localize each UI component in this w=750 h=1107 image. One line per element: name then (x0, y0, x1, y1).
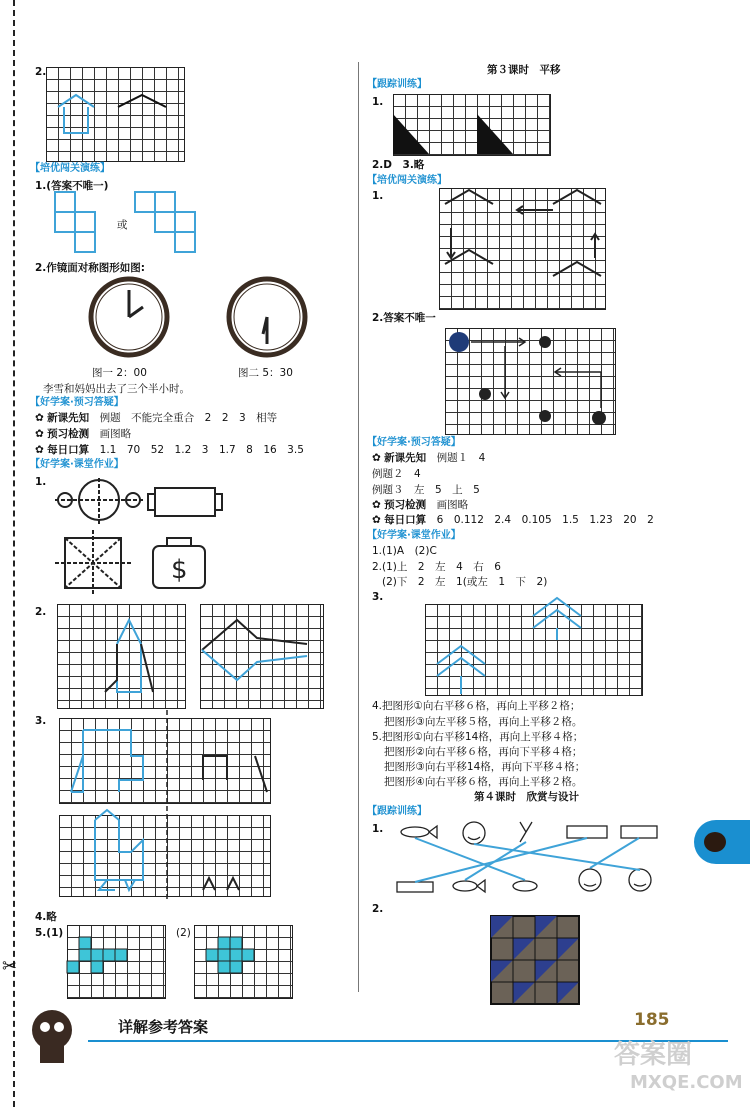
left-q2-drawings (57, 604, 322, 707)
right-kousuan-row: ✿ 每日口算 6 0.112 2.4 0.105 1.5 1.23 20 2 (372, 514, 654, 526)
hw-q2-label: 2. (35, 606, 47, 618)
left-symmetry-figures (55, 478, 245, 603)
clock2-caption: 图二 5：30 (238, 367, 293, 379)
right-xinke-text: 例题１ 4 (436, 452, 486, 464)
right-hw3-drawings (425, 604, 641, 694)
page-number: 185 (634, 1010, 670, 1030)
dollar-icon: $ (171, 555, 188, 585)
scissors-icon: ✂ (2, 956, 18, 977)
left-yuxi-header: 【好学案·预习答疑】 (30, 397, 124, 408)
right-hw1: 1.(1)A (2)C (372, 545, 437, 557)
hw-q3-label: 3. (35, 715, 47, 727)
left-q3-drawings (59, 710, 269, 900)
right-pq1-drawings (439, 188, 604, 308)
right-genzong-header: 【跟踪训练】 (367, 79, 427, 90)
right-pq1-label: 1. (372, 190, 384, 202)
right-hw5-line-4: 把图形③向右平移14格，再向下平移４格； (384, 761, 586, 773)
left-kousuan-text: 1.1 70 52 1.2 3 1.7 8 16 3.5 (99, 444, 304, 456)
clock-icon-2 (226, 276, 308, 358)
tile-design (491, 916, 579, 1004)
left-q2-figures (46, 67, 183, 160)
right-yuxi-label: 预习检测 (384, 499, 427, 511)
right-hw4-line-1: 把图形③向左平移５格，再向上平移２格。 (384, 716, 583, 728)
right-ketang-header: 【好学案·课堂作业】 (367, 530, 461, 541)
left-q2-mirror: 2.作镜面对称图形如图: (35, 262, 145, 274)
right-hw2-1: 2.(1)上 2 左 4 右 6 (372, 561, 501, 573)
left-xinke-row: ✿ 新课先知 例题 不能完全重合 2 2 3 相等 (35, 412, 278, 424)
lesson4-title: 第４课时 欣赏与设计 (474, 791, 579, 803)
answer-sentence: 李雪和妈妈出去了三个半小时。 (43, 383, 190, 395)
right-hw5-line-3: 把图形②向右平移６格，再向下平移４格； (384, 746, 583, 758)
left-yuxi-text: 画图略 (99, 428, 132, 440)
watermark-url: MXQE.COM (630, 1072, 743, 1093)
right-yuxi-header: 【好学案·预习答疑】 (367, 437, 461, 448)
right-r1-label: 1. (372, 823, 384, 835)
left-xinke-text: 例题 不能完全重合 2 2 3 相等 (99, 412, 278, 424)
footer-title: 详解参考答案 (118, 1018, 209, 1036)
left-q1-note: 1.(答案不唯一) (35, 180, 109, 192)
right-yuxi-row: ✿ 预习检测 画图略 (372, 499, 469, 511)
right-kousuan-text: 6 0.112 2.4 0.105 1.5 1.23 20 2 (436, 514, 654, 526)
watermark-main: 答案圈 (614, 1040, 693, 1070)
right-hw2-2: (2)下 2 左 1(或左 1 下 2) (382, 576, 548, 588)
left-q2-label: 2. (35, 66, 47, 78)
left-ketang-header: 【好学案·课堂作业】 (30, 459, 124, 470)
right-peiyou-header: 【培优闯关演练】 (367, 175, 447, 186)
right-xinke-label: 新课先知 (384, 452, 427, 464)
right-r2-label: 2. (372, 903, 384, 915)
right-genzong2-header: 【跟踪训练】 (367, 806, 427, 817)
left-yuxi-row: ✿ 预习检测 画图略 (35, 428, 132, 440)
right-kousuan-label: 每日口算 (384, 514, 427, 526)
hw-q5-2: (2) (176, 927, 191, 939)
right-hw3-label: 3. (372, 591, 384, 603)
left-yuxi-label: 预习检测 (47, 428, 90, 440)
right-pq2-drawings (445, 328, 614, 433)
left-kousuan-label: 每日口算 (47, 444, 90, 456)
right-q1-triangles (393, 94, 549, 154)
right-q2-3: 2.D 3.略 (372, 159, 425, 171)
right-yuxi-text: 画图略 (436, 499, 469, 511)
left-kousuan-row: ✿ 每日口算 1.1 70 52 1.2 3 1.7 8 16 3.5 (35, 444, 304, 456)
cut-line (13, 0, 15, 1107)
hw-q4: 4.略 (35, 911, 57, 923)
hw-q1-label: 1. (35, 476, 47, 488)
left-peiyou-header: 【培优闯关演练】 (30, 163, 110, 174)
left-net-figures (55, 192, 215, 262)
left-xinke-label: 新课先知 (47, 412, 90, 424)
left-q5-fills (67, 925, 291, 997)
right-q1-label: 1. (372, 96, 384, 108)
hw-q5-1: 5.(1) (35, 927, 64, 939)
clock-icon-1 (88, 276, 170, 358)
cartoon-mascot-icon (20, 1000, 90, 1070)
right-example3: 例题３ 左 5 上 5 (372, 484, 480, 496)
right-hw5-line-2: 5.把图形①向右平移14格，再向上平移４格； (372, 731, 584, 743)
right-xinke-row: ✿ 新课先知 例题１ 4 (372, 452, 486, 464)
column-divider (358, 62, 359, 992)
or-word: 或 (117, 219, 128, 231)
side-tab-icon (704, 832, 726, 852)
right-hw4-line-0: 4.把图形①向右平移６格，再向上平移２格； (372, 700, 581, 712)
right-hw5-line-5: 把图形④向右平移６格，再向上平移２格。 (384, 776, 583, 788)
right-pq2-label: 2.答案不唯一 (372, 312, 436, 324)
lesson3-title: 第３课时 平移 (487, 64, 561, 76)
right-matching-figures (395, 818, 665, 893)
clock1-caption: 图一 2：00 (92, 367, 147, 379)
right-example2: 例题２ 4 (372, 468, 421, 480)
